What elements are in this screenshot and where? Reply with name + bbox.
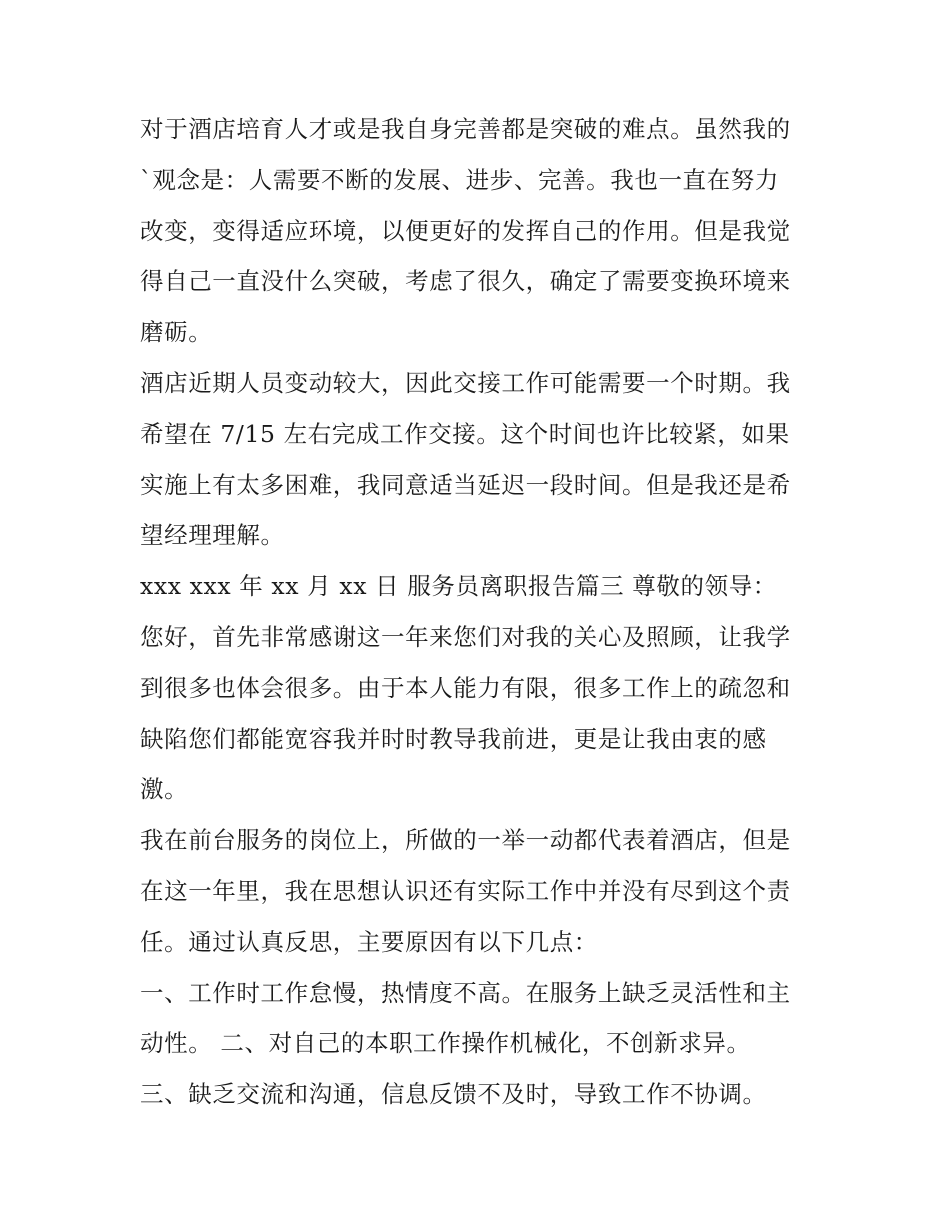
- text-line: 希望在 7/15 左右完成工作交接。这个时间也许比较紧，如果: [140, 419, 790, 448]
- text-line: 得自己一直没什么突破，考虑了很久，确定了需要变换环境来: [140, 267, 791, 296]
- text-line: 我在前台服务的岗位上，所做的一举一动都代表着酒店，但是: [140, 826, 791, 855]
- text-line: 到很多也体会很多。由于本人能力有限，很多工作上的疏忽和: [140, 673, 791, 702]
- text-line: 动性。 二、对自己的本职工作操作机械化，不创新求异。: [140, 1029, 751, 1058]
- text-line: xxx xxx 年 xx 月 xx 日 服务员离职报告篇三 尊敬的领导：: [140, 572, 777, 601]
- text-line: 酒店近期人员变动较大，因此交接工作可能需要一个时期。我: [140, 368, 791, 397]
- text-line: 对于酒店培育人才或是我自身完善都是突破的难点。虽然我的: [140, 115, 791, 143]
- text-line: 三、缺乏交流和沟通，信息反馈不及时，导致工作不协调。: [140, 1080, 767, 1109]
- document-body: [140, 104, 820, 1120]
- text-line: 在这一年里，我在思想认识还有实际工作中并没有尽到这个责: [140, 876, 791, 905]
- text-line: 改变，变得适应环境，以便更好的发挥自己的作用。但是我觉: [140, 216, 791, 245]
- text-line: 磨砺。: [140, 318, 213, 347]
- text-line: 望经理理解。: [140, 521, 285, 550]
- text-line: 一、工作时工作怠慢，热情度不高。在服务上缺乏灵活性和主: [140, 978, 791, 1007]
- text-line: 缺陷您们都能宽容我并时时教导我前进，更是让我由衷的感: [140, 724, 767, 753]
- text-line: 任。通过认真反思，主要原因有以下几点：: [140, 927, 598, 956]
- text-line: `观念是：人需要不断的发展、进步、完善。我也一直在努力: [140, 165, 779, 194]
- text-line: 您好，首先非常感谢这一年来您们对我的关心及照顾，让我学: [140, 622, 791, 651]
- text-line: 实施上有太多困难，我同意适当延迟一段时间。但是我还是希: [140, 470, 791, 499]
- text-line: 激。: [140, 775, 189, 804]
